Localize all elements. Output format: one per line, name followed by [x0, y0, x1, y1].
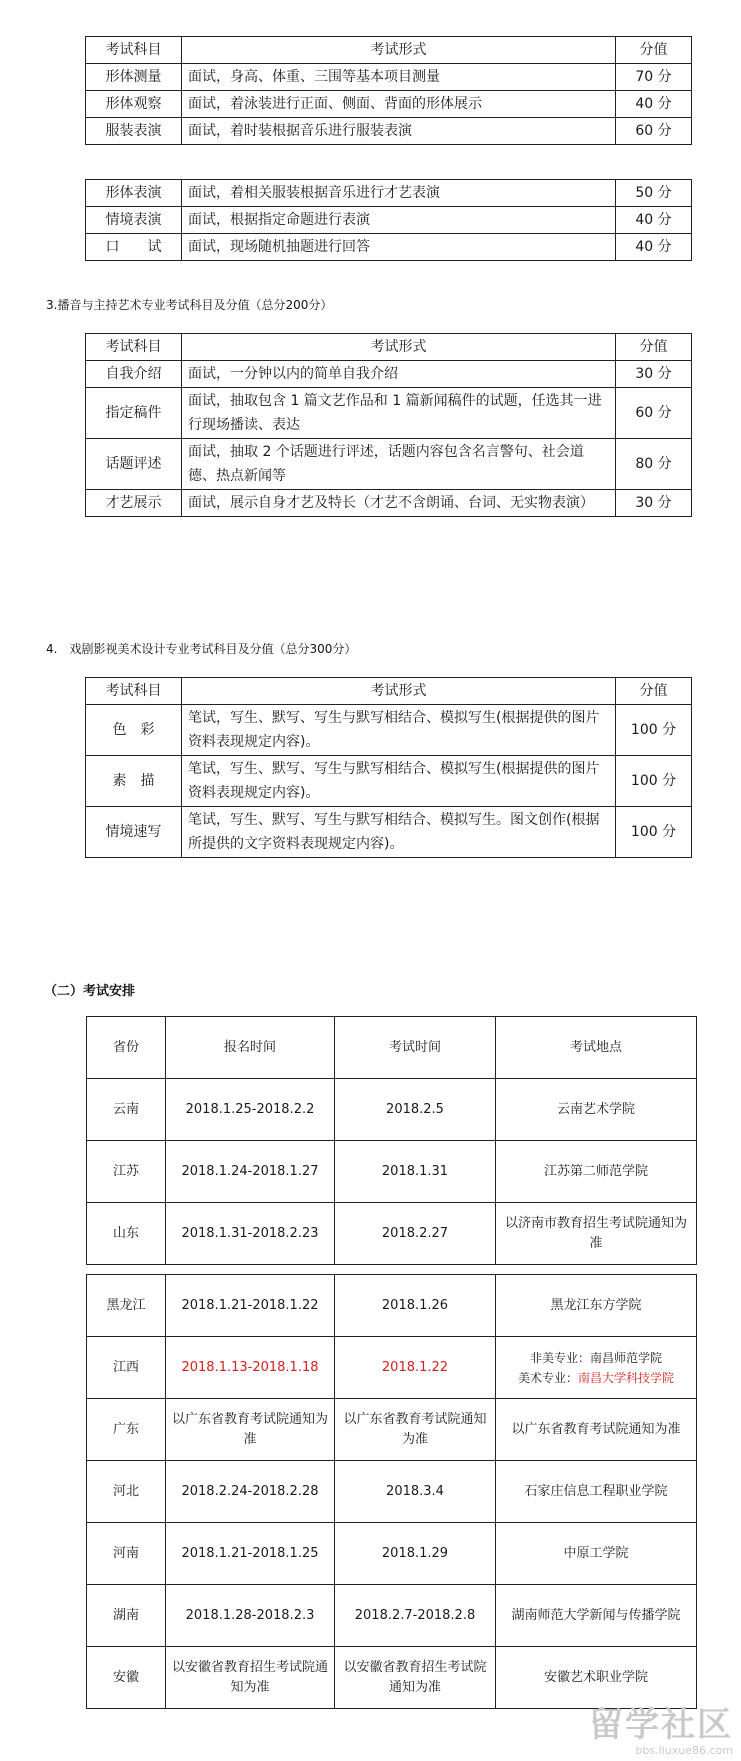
table-row	[86, 118, 692, 145]
form-cell: 面试，现场随机抽题进行回答	[182, 234, 616, 261]
header-subject: 考试科目	[86, 37, 182, 64]
subject-cell: 才艺展示	[86, 490, 182, 517]
score-cell: 70 分	[616, 64, 692, 91]
exam-time-cell: 2018.1.22	[335, 1337, 496, 1399]
province-cell: 江苏	[87, 1141, 166, 1203]
header-score: 分值	[616, 678, 692, 705]
art-major-school: 南昌大学科技学院	[578, 1370, 675, 1385]
score-cell: 40 分	[616, 234, 692, 261]
exam-place-cell: 以济南市教育招生考试院通知为准	[496, 1203, 697, 1265]
table-row	[86, 756, 692, 807]
registration-cell: 2018.1.21-2018.1.25	[166, 1523, 335, 1585]
header-score: 分值	[616, 334, 692, 361]
table-row	[87, 1337, 697, 1399]
province-cell: 黑龙江	[87, 1275, 166, 1337]
watermark-url: bbs.liuxue86.com	[635, 1744, 733, 1757]
score-cell: 100 分	[616, 756, 692, 807]
table-row	[86, 64, 692, 91]
score-cell: 30 分	[616, 361, 692, 388]
exam-time-cell: 2018.1.29	[335, 1523, 496, 1585]
arrangement-table-2	[86, 1274, 697, 1709]
registration-cell: 2018.1.28-2018.2.3	[166, 1585, 335, 1647]
table-header-row	[86, 334, 692, 361]
art-major-label: 美术专业：	[517, 1370, 578, 1385]
table-row	[86, 807, 692, 858]
form-cell: 笔试，写生、默写、写生与默写相结合、模拟写生(根据提供的图片资料表现规定内容)。	[182, 756, 616, 807]
table-row	[87, 1275, 697, 1337]
non-art-major-place: 非美专业：南昌师范学院	[529, 1350, 662, 1365]
form-cell: 面试，一分钟以内的简单自我介绍	[182, 361, 616, 388]
form-cell: 面试，根据指定命题进行表演	[182, 207, 616, 234]
art-major-place	[502, 1368, 690, 1388]
table-row	[87, 1647, 697, 1709]
exam-time-cell: 2018.2.27	[335, 1203, 496, 1265]
table-row	[86, 490, 692, 517]
subject-cell: 话题评述	[86, 439, 182, 490]
table-row	[86, 361, 692, 388]
registration-cell: 2018.1.31-2018.2.23	[166, 1203, 335, 1265]
subject-cell: 口 试	[86, 234, 182, 261]
province-cell: 河南	[87, 1523, 166, 1585]
exam-time-cell: 2018.2.5	[335, 1079, 496, 1141]
table-row	[87, 1461, 697, 1523]
exam-place-cell: 黑龙江东方学院	[496, 1275, 697, 1337]
subject-cell: 服装表演	[86, 118, 182, 145]
table-row	[87, 1523, 697, 1585]
table-row	[86, 207, 692, 234]
header-subject: 考试科目	[86, 334, 182, 361]
score-cell: 40 分	[616, 207, 692, 234]
table-header-row	[86, 37, 692, 64]
header-form: 考试形式	[182, 678, 616, 705]
table-header-row	[87, 1017, 697, 1079]
exam-place-cell	[496, 1337, 697, 1399]
header-exam-place: 考试地点	[496, 1017, 697, 1079]
table-row	[87, 1203, 697, 1265]
broadcasting-subjects-table	[85, 333, 692, 517]
header-exam-time: 考试时间	[335, 1017, 496, 1079]
model-subjects-table-2	[85, 179, 692, 261]
table-header-row	[86, 678, 692, 705]
province-cell: 安徽	[87, 1647, 166, 1709]
exam-time-cell: 2018.1.31	[335, 1141, 496, 1203]
exam-time-cell: 2018.2.7-2018.2.8	[335, 1585, 496, 1647]
table-row	[87, 1585, 697, 1647]
arrangement-table-1	[86, 1016, 697, 1265]
exam-time-cell: 2018.1.26	[335, 1275, 496, 1337]
subject-cell: 情境表演	[86, 207, 182, 234]
registration-cell: 2018.2.24-2018.2.28	[166, 1461, 335, 1523]
province-cell: 江西	[87, 1337, 166, 1399]
exam-time-cell: 2018.3.4	[335, 1461, 496, 1523]
form-cell: 面试，抽取包含 1 篇文艺作品和 1 篇新闻稿件的试题，任选其一进行现场播读、表达	[182, 388, 616, 439]
score-cell: 60 分	[616, 388, 692, 439]
site-watermark	[589, 1706, 733, 1757]
score-cell: 30 分	[616, 490, 692, 517]
exam-place-cell: 中原工学院	[496, 1523, 697, 1585]
subject-cell: 形体测量	[86, 64, 182, 91]
table-row	[87, 1141, 697, 1203]
form-cell: 面试，着相关服装根据音乐进行才艺表演	[182, 180, 616, 207]
header-subject: 考试科目	[86, 678, 182, 705]
province-cell: 湖南	[87, 1585, 166, 1647]
table-row	[86, 388, 692, 439]
form-cell: 面试，着泳装进行正面、侧面、背面的形体展示	[182, 91, 616, 118]
exam-place-cell: 安徽艺术职业学院	[496, 1647, 697, 1709]
score-cell: 100 分	[616, 705, 692, 756]
subject-cell: 情境速写	[86, 807, 182, 858]
registration-cell: 以安徽省教育招生考试院通知为准	[166, 1647, 335, 1709]
header-form: 考试形式	[182, 334, 616, 361]
subject-cell: 素 描	[86, 756, 182, 807]
exam-place-cell: 云南艺术学院	[496, 1079, 697, 1141]
subject-cell: 色 彩	[86, 705, 182, 756]
score-cell: 80 分	[616, 439, 692, 490]
exam-place-cell: 石家庄信息工程职业学院	[496, 1461, 697, 1523]
score-cell: 40 分	[616, 91, 692, 118]
table-row	[86, 234, 692, 261]
score-cell: 60 分	[616, 118, 692, 145]
watermark-logo-text: 留学社区	[589, 1705, 733, 1745]
registration-cell: 2018.1.21-2018.1.22	[166, 1275, 335, 1337]
table-row	[87, 1399, 697, 1461]
registration-cell: 2018.1.13-2018.1.18	[166, 1337, 335, 1399]
art-design-subjects-table	[85, 677, 692, 858]
header-registration: 报名时间	[166, 1017, 335, 1079]
form-cell: 面试，身高、体重、三围等基本项目测量	[182, 64, 616, 91]
registration-cell: 2018.1.24-2018.1.27	[166, 1141, 335, 1203]
arrangement-title: （二）考试安排	[44, 984, 136, 999]
exam-place-cell: 湖南师范大学新闻与传播学院	[496, 1585, 697, 1647]
form-cell: 面试，着时装根据音乐进行服装表演	[182, 118, 616, 145]
province-cell: 广东	[87, 1399, 166, 1461]
exam-time-cell: 以广东省教育考试院通知为准	[335, 1399, 496, 1461]
form-cell: 面试，抽取 2 个话题进行评述，话题内容包含名言警句、社会道德、热点新闻等	[182, 439, 616, 490]
province-cell: 山东	[87, 1203, 166, 1265]
registration-cell: 2018.1.25-2018.2.2	[166, 1079, 335, 1141]
model-subjects-table-1	[85, 36, 692, 145]
table-row	[87, 1079, 697, 1141]
header-form: 考试形式	[182, 37, 616, 64]
exam-place-cell: 以广东省教育考试院通知为准	[496, 1399, 697, 1461]
form-cell: 面试，展示自身才艺及特长（才艺不含朗诵、台词、无实物表演）	[182, 490, 616, 517]
header-score: 分值	[616, 37, 692, 64]
subject-cell: 自我介绍	[86, 361, 182, 388]
subject-cell: 形体表演	[86, 180, 182, 207]
header-province: 省份	[87, 1017, 166, 1079]
section-4-title: 4. 戏剧影视美术设计专业考试科目及分值（总分300分）	[46, 642, 357, 656]
registration-cell: 以广东省教育考试院通知为准	[166, 1399, 335, 1461]
form-cell: 笔试，写生、默写、写生与默写相结合、模拟写生。图文创作(根据所提供的文字资料表现规定内容)。	[182, 807, 616, 858]
score-cell: 50 分	[616, 180, 692, 207]
table-row	[86, 180, 692, 207]
subject-cell: 形体观察	[86, 91, 182, 118]
province-cell: 云南	[87, 1079, 166, 1141]
table-row	[86, 91, 692, 118]
subject-cell: 指定稿件	[86, 388, 182, 439]
exam-time-cell: 以安徽省教育招生考试院通知为准	[335, 1647, 496, 1709]
exam-place-cell: 江苏第二师范学院	[496, 1141, 697, 1203]
table-row	[86, 439, 692, 490]
form-cell: 笔试，写生、默写、写生与默写相结合、模拟写生(根据提供的图片资料表现规定内容)。	[182, 705, 616, 756]
table-row	[86, 705, 692, 756]
province-cell: 河北	[87, 1461, 166, 1523]
section-3-title: 3.播音与主持艺术专业考试科目及分值（总分200分）	[46, 298, 333, 312]
score-cell: 100 分	[616, 807, 692, 858]
